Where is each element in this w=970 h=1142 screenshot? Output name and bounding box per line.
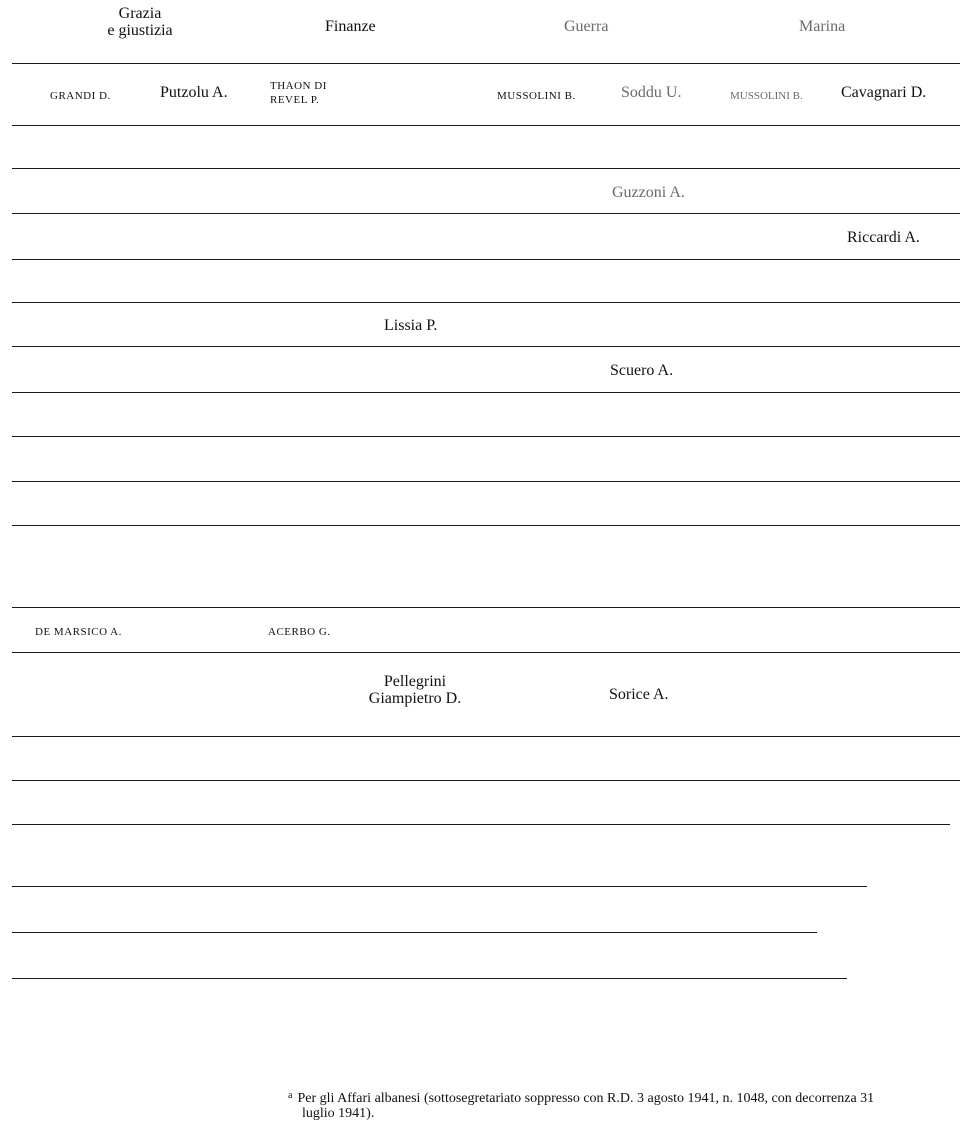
header-grazia-giustizia: [80, 6, 200, 40]
name-pellegrini-line2: Giampietro D.: [368, 689, 462, 707]
rule-row-8: [12, 436, 960, 437]
name-mussolini-marina: MUSSOLINI B.: [730, 90, 803, 102]
name-riccardi: Riccardi A.: [847, 229, 920, 246]
rule-row-6: [12, 346, 960, 347]
footnote: [288, 1091, 874, 1121]
name-thaon-di-revel: [270, 80, 327, 108]
rule-row-9: [12, 481, 960, 482]
rule-row-11: [12, 607, 960, 608]
rule-row-3: [12, 213, 960, 214]
rule-row-1: [12, 125, 960, 126]
name-mussolini-guerra: MUSSOLINI B.: [497, 90, 576, 102]
name-thaon-line1: THAON DI: [270, 80, 327, 92]
header-finanze: Finanze: [325, 18, 376, 35]
rule-row-7: [12, 392, 960, 393]
rule-row-18: [12, 978, 847, 979]
name-acerbo: ACERBO G.: [268, 626, 331, 638]
header-grazia-line1: Grazia: [118, 5, 162, 22]
rule-row-2: [12, 168, 960, 169]
name-sorice: Sorice A.: [609, 686, 669, 703]
name-cavagnari: Cavagnari D.: [841, 84, 927, 101]
header-guerra: Guerra: [564, 18, 609, 35]
footnote-line1: Per gli Affari albanesi (sottosegretariato soppresso con R.D. 3 agosto 1941, n. 1048, con decorrenza 31: [297, 1091, 875, 1106]
name-de-marsico: DE MARSICO A.: [35, 626, 122, 638]
name-pellegrini-giampietro: [355, 674, 475, 708]
rule-row-5: [12, 302, 960, 303]
rule-row-16: [12, 886, 867, 887]
name-lissia: Lissia P.: [384, 317, 438, 334]
name-putzolu: Putzolu A.: [160, 84, 228, 101]
rule-row-13: [12, 736, 960, 737]
rule-row-4: [12, 259, 960, 260]
rule-row-15: [12, 824, 950, 825]
header-grazia-line2: e giustizia: [107, 21, 173, 39]
name-soddu: Soddu U.: [621, 84, 682, 101]
rule-row-12: [12, 652, 960, 653]
rule-row-17: [12, 932, 817, 933]
footnote-line2: luglio 1941).: [302, 1105, 375, 1121]
name-grandi: GRANDI D.: [50, 90, 111, 102]
rule-row-10: [12, 525, 960, 526]
rule-header: [12, 63, 960, 64]
footnote-marker: a: [288, 1090, 293, 1101]
header-marina: Marina: [799, 18, 846, 35]
name-pellegrini-line1: Pellegrini: [383, 673, 447, 690]
name-thaon-line2: REVEL P.: [270, 93, 320, 106]
name-guzzoni: Guzzoni A.: [612, 184, 685, 201]
name-scuero: Scuero A.: [610, 362, 674, 379]
rule-row-14: [12, 780, 960, 781]
